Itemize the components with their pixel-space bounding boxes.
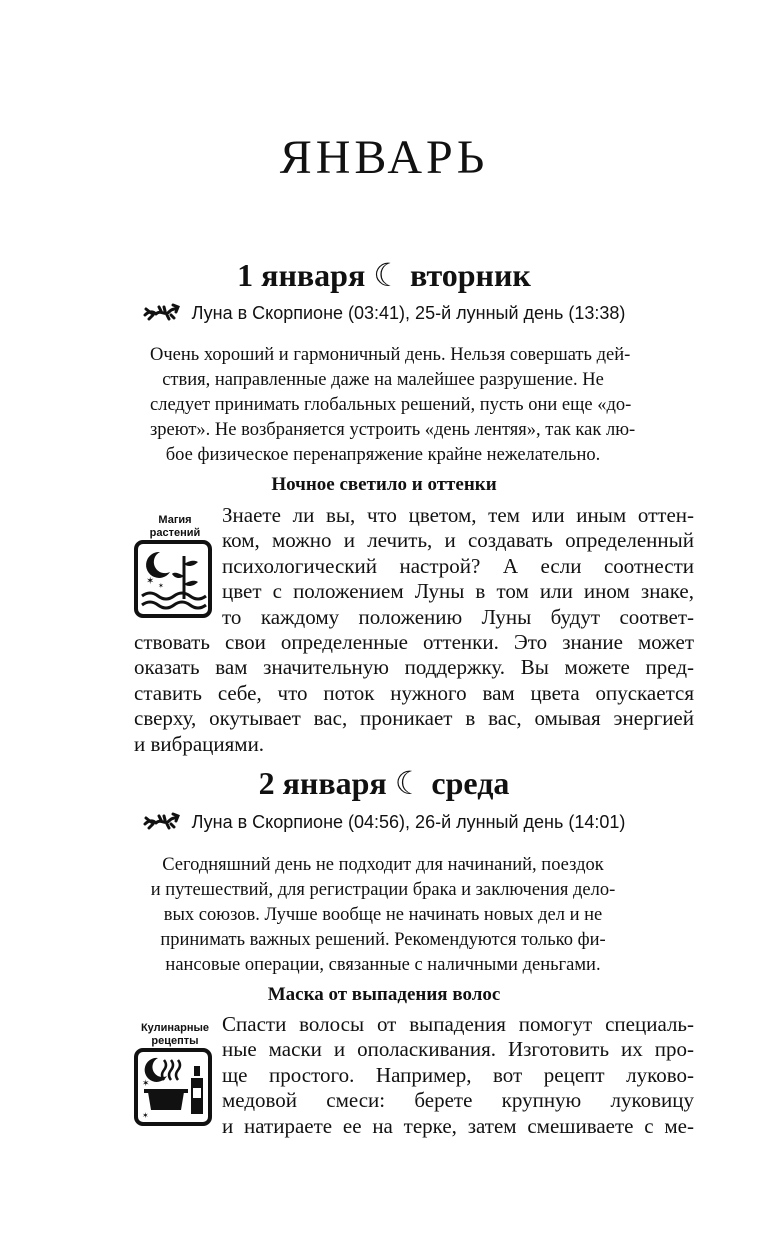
moon-info-text: Луна в Скорпионе (04:56), 26-й лунный день (14:01) <box>191 812 626 832</box>
svg-text:✶: ✶ <box>146 576 155 587</box>
label-line: растений <box>149 527 201 539</box>
text-line: цвет с положением Луны в том или ином знаке, <box>222 579 694 604</box>
text-line: и натираете ее на терке, затем смешиваете с ме- <box>222 1113 694 1138</box>
text-line: бое физическое перенапряжение крайне нежелательно. <box>165 445 601 465</box>
moon-glyph-icon: ☾ <box>373 257 402 293</box>
moon-info-text: Луна в Скорпионе (03:41), 25-й лунный день (13:38) <box>191 303 626 323</box>
section-body <box>134 1012 694 1139</box>
text-line: Знаете ли вы, что цветом, тем или иным оттен- <box>222 503 694 527</box>
day-description <box>150 853 616 978</box>
section-body <box>134 503 694 757</box>
day-heading <box>0 256 768 294</box>
svg-text:✶: ✶ <box>158 582 164 590</box>
section-title: Маска от выпадения волос <box>267 984 501 1005</box>
day-heading <box>0 764 768 802</box>
svg-text:✶: ✶ <box>142 1079 150 1089</box>
text-line: оказать вам значительную поддержку. Вы можете пред- <box>134 655 694 680</box>
text-line: Спасти волосы от выпадения помогут специаль- <box>222 1012 694 1036</box>
text-line: ще простого. Например, вот рецепт луково- <box>222 1062 694 1087</box>
text-line: вых союзов. Лучше вообще не начинать новых дел и не <box>163 905 603 925</box>
text-line: психологический настрой? А если соотнести <box>222 553 694 578</box>
text-line: следует принимать глобальных решений, пусть они еще «до- <box>150 395 632 415</box>
text-line: и путешествий, для регистрации брака и заключения дело- <box>150 880 616 900</box>
day-weekday: вторник <box>409 257 531 293</box>
scorpio-sign-icon <box>143 301 183 323</box>
label-line: Магия <box>158 514 192 526</box>
day-weekday: среда <box>431 765 510 801</box>
text-line: ствовать свои определенные оттенки. Это знание может <box>134 630 694 655</box>
section-title: Ночное светило и оттенки <box>271 474 497 495</box>
day-date: 2 января <box>258 765 387 801</box>
text-line: ставить себе, что поток нужного вам цвета опускается <box>134 680 694 705</box>
moon-info-line <box>0 810 768 833</box>
label-line: Кулинарные <box>140 1022 210 1034</box>
scorpio-sign-icon <box>143 810 183 832</box>
text-line: нансовые операции, связанные с наличными деньгами. <box>165 955 601 975</box>
text-line: ные маски и ополаскивания. Изготовить их про- <box>222 1037 694 1062</box>
svg-text:✶: ✶ <box>142 1111 149 1120</box>
moon-glyph-icon: ☾ <box>394 765 424 801</box>
text-line: принимать важных решений. Рекомендуются только фи- <box>160 930 606 950</box>
day-date: 1 января <box>237 257 366 293</box>
text-line: зреют». Не возбраняется устроить «день лентяя», так как лю- <box>150 420 636 440</box>
text-line: Сегодняшний день не подходит для начинаний, поездок <box>162 855 604 875</box>
text-line: ком, можно и лечить, и создавать определенный <box>222 528 694 553</box>
text-line: сверху, окутывает вас, проникает в вас, омывая энергией <box>134 706 694 731</box>
text-line: медовой смеси: берете крупную луковицу <box>222 1088 694 1113</box>
text-line: и вибрациями. <box>134 731 265 756</box>
month-title: ЯНВАРЬ <box>279 131 489 184</box>
text-line: то каждому положению Луны будут соответ- <box>222 604 694 629</box>
text-line: ствия, направленные даже на малейшее разрушение. Не <box>162 370 604 390</box>
label-line: рецепты <box>151 1035 199 1047</box>
text-line: Очень хороший и гармоничный день. Нельзя совершать дей- <box>150 345 631 365</box>
day-description <box>150 343 636 468</box>
moon-info-line <box>0 301 768 324</box>
